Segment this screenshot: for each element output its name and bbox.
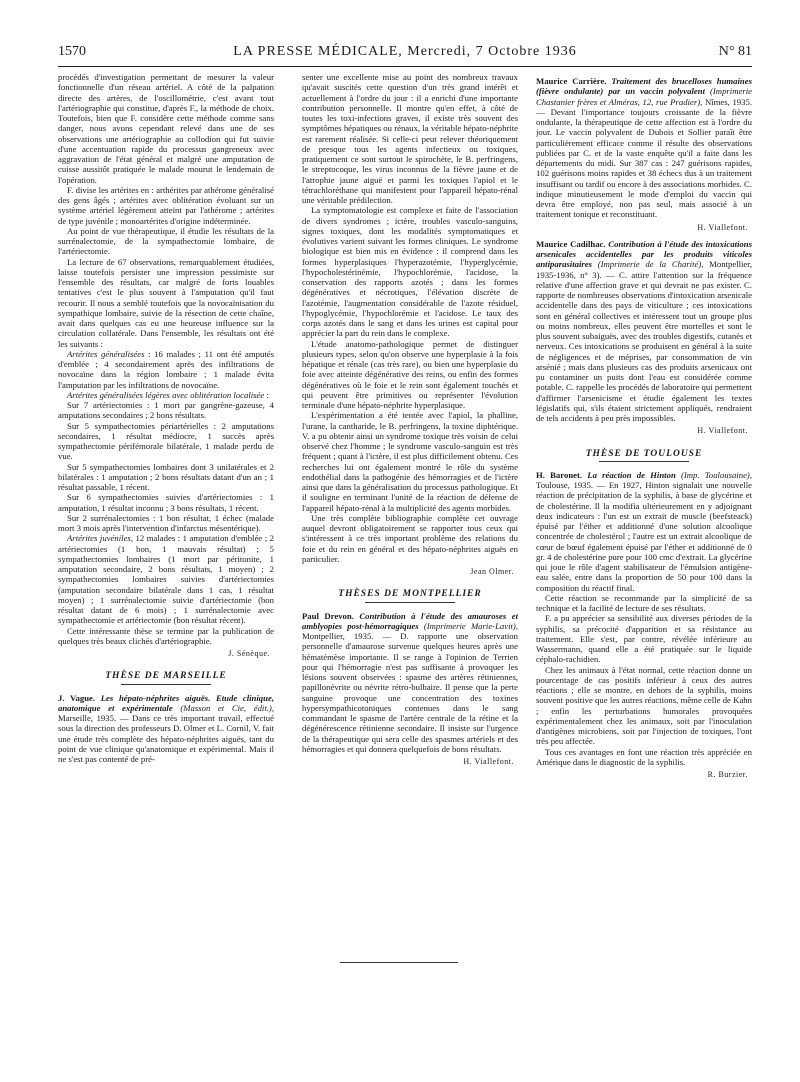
- review-body: , Montpellier, 1935-1936, n° 3). — C. attire l'attention sur la fréquence relative d'une affection grave et qui devrait ne pas exister. C. rapporte de nombreuses observations d'intoxication arsenicale accidentelle dans des pays de viticulture ; ces intoxications sont en général collectives et intéressent tout un groupe plus ou moins nombreux, elles peuvent être mortelles et sont le plus souvent subaiguës, avec des troubles digestifs, cutanés et nerveux. Ces intoxications se produisent en général à la suite de négligences et de méprises, par consommation de vin arsénié ; mais dans plusieurs cas des produits arsenicaux ont pu contaminer un puits dont l'eau est considérée comme potable. C. rappelle les procédés de laboratoire qui permettent d'affirmer l'arsenicisme et étudie également les textes législatifs qui, s'ils étaient strictement appliqués, rendraient de tels accidents à peu près impossibles.: [536, 259, 752, 423]
- section-heading: THÈSE DE TOULOUSE: [585, 448, 703, 459]
- page-number: 1570: [58, 44, 86, 59]
- paragraph: F. a pu apprécier sa sensibilité aux diverses périodes de la syphilis, sa précocité d'apparition et sa résistance au traitement. Elle s'est, par contre, révélée inférieure au Wassermann, quand elle a été pratiquée sur le liquide céphalo-rachidien.: [536, 613, 752, 665]
- paragraph: Cette réaction se recommande par la simplicité de sa technique et la facilité de lecture de ses résultats.: [536, 592, 752, 613]
- signature: J. Sénèque.: [228, 649, 270, 658]
- section-rule: [365, 602, 455, 603]
- review-body: , Toulouse, 1935. — En 1927, Hinton signalait une nouvelle réaction de précipitation de la syphilis, à base de glycérine et de cholestérine. Il la modifia ultérieurement en y adjoignant deux indicateurs : l'un est un extrait de muscle (beefsteack) épuisé par l'éther et additionné d'une solution alcoolique concentrée de cholestérol ; l'autre est un extrait alcoolique de cœur de bœuf également épuisé par l'éther et additionné de 0 gr. 4 de cholestérine pure pour 100 cmc d'extrait. La glycérine qui joue le rôle d'agent stabilisateur de l'émulsion antigène-eau salée, entre dans la proportion de 50 pour 100 dans la composition du réactif final.: [536, 469, 752, 593]
- review-title: Traitement des brucelloses humaines (fièvre ondulante) par un vaccin polyvalent: [536, 76, 752, 97]
- review-publisher: (Imprimerie Chastanier frères et Alméras, 12, rue Pradier): [536, 86, 752, 107]
- paragraph: procédés d'investigation permettant de mesurer la valeur fonctionnelle d'un réseau artériel. A côté de la palpation directe des artères, de l'oscillométrie, c'est avant tout l'artériographie qui constitue, d'après F., la méthode de choix. Toutefois, bien que F. considère cette méthode comme sans danger, nous avons cependant relevé dans une de ses observations une artériographie au collodion qui fut suivie d'une accentuation rapide du processus gangreneux avec aggravation de l'état général et malgré une amputation de cuisse aussitôt pratiquée le malade mourut le lendemain de l'opération.: [58, 72, 274, 185]
- column-middle: [302, 72, 518, 1062]
- review-title: Contribution à l'étude des amauroses et amblyopies post-hémorragiques: [302, 610, 518, 631]
- review-body: , Montpellier, 1935. — D. rapporte une observation personnelle d'amaurose survenue quelques heures après une hématémèse importante. Il se range à l'opinion de Terrien pour qui l'hémorragie n'est pas suffisante à provoquer les lésions souvent observées : spasme des artères rétiniennes, papillonévrite ou névrite rétro-bulbaire. Il pense que la perte sanguine provoque une concentration des toxines hypersympathicotoniques contenues dans le sang commandant le spasme de l'artère centrale de la rétine et la dégénérescence rétinienne secondaire. Il insiste sur l'urgence de la thérapeutique qui sera celle des spasmes artériels et des hémorragies et qui donnera quelquefois de bons résultats.: [302, 620, 518, 754]
- paragraph: senter une excellente mise au point des nombreux travaux qu'avait suscités cette question d'un très grand intérêt et actuellement à l'ordre du jour : il a enrichi d'une importante contribution personnelle. Il montre qu'en effet, à côté de toutes les toxi-infections graves, il existe très souvent des symptômes hépatiques ou rénaux, la véritable hépato-néphrite est rarement réalisée. Si celle-ci peut relever théoriquement de presque tous les agents infectieux ou toxiques, pratiquement ce sont surtout le spirochète, le B. perfringens, le streptocoque, les virus inconnus de la fièvre jaune et de l'atrophie jaune aiguë et parmi les toxiques l'apiol et le tétrachloréthane qui manifestent pour l'appareil hépato-rénal une véritable prédilection.: [302, 72, 518, 205]
- italic-label: Artérites juvéniles: [67, 533, 131, 544]
- paragraph: Sur 5 sympathectomies lombaires dont 3 unilatérales et 2 bilatérales : 1 amputation ; 2 bons résultats datant d'un an ; 1 résultat passable, 1 récent.: [58, 461, 274, 492]
- review-publisher: (Imp. Toulousaine): [675, 469, 750, 480]
- paragraph: L'étude anatomo-pathologique permet de distinguer plusieurs types, selon qu'on observe une hyperplasie à la fois hépatique et rénale (cas très rare), ou bien une hyperplasie du foie avec atteinte dégénérative des reins, ou enfin des formes dégénératives où le foie et le rein sont également touchés et qui peuvent être primitives ou représenter l'évolution terminale d'une hépato-néphrite hyperplasique.: [302, 338, 518, 410]
- review-entry: [536, 239, 752, 424]
- running-header: [58, 44, 752, 67]
- column-right: [536, 72, 752, 1062]
- issue-number: N° 81: [718, 44, 752, 59]
- paragraph: La symptomatologie est complexe et faite de l'association de divers syndromes ; ictère, troubles vasculo-sanguins, signes toxiques, dont les modalités symptomatiques et évolutives varient suivant les formes cliniques. Le syndrome biologique est bien mis en évidence : il comprend dans les formes hyperplasiques l'hyperazotémie, l'hyperglycémie, l'hypocholestérinémie, l'hypochlorémie, l'acidose, la conservation des rapports azotés ; dans les formes dégénératives et nécrotiques, l'élévation discrète de l'azotémie, l'augmentation considérable de l'azote résiduel, l'hypoglycémie, l'hypochlorémie et l'acidose. Le taux des corps azotés dans le sang et dans les urines est capital pour apprécier la part du rein dans le complexe.: [302, 205, 518, 339]
- review-author: Maurice Carrière.: [536, 76, 607, 86]
- review-author: J. Vague.: [58, 692, 96, 703]
- column-left: [58, 72, 274, 1062]
- review-publisher: (Imprimerie Marie-Lavit): [418, 620, 516, 631]
- review-body: , Nîmes, 1935. — Devant l'importance toujours croissante de la fièvre ondulante, la thérapeutique de cette affection est à l'ordre du jour. Le vaccin polyvalent de Dubois et Sollier paraît être particulièrement efficace comme il résulte des observations publiées par C. et de la vaste enquête qu'il a faite dans les départements du midi. Sur 387 cas : 247 guérisons rapides, 102 guérisons moins rapides et 38 échecs dus à un traitement insuffisant ou tardif ou encore à des associations morbides. C. indique minutieusement le mode d'emploi du vaccin qui devra être employé, non pas seul, mais associé à un traitement tonique et reconstituant.: [536, 96, 752, 220]
- section-rule: [599, 461, 689, 462]
- paragraph: F. divise les artérites en : arthérites par athérome généralisé des gens âgés ; artérites avec oblitération évoluant sur un système artériel légèrement atteint par l'athérome ; artérites de type juvénile ; monoartérites d'origine indéterminée.: [58, 184, 274, 226]
- review-entry: [536, 76, 752, 220]
- review-entry: [536, 470, 752, 593]
- review-author: Maurice Cadilhac.: [536, 238, 606, 249]
- italic-label: Artérites généralisées: [67, 348, 145, 359]
- signature: Jean Olmer.: [470, 567, 514, 576]
- signature: H. Viallefont.: [697, 222, 748, 232]
- paragraph: [58, 390, 274, 400]
- paragraph: Sur 6 sympathectomies suivies d'artériectomies : 1 amputation, 1 résultat inconnu ; 3 bons résultats, 1 récent.: [58, 492, 274, 513]
- paragraph-text: , 12 malades : 1 amputation d'emblée ; 2 artériectomies (1 bon, 1 mauvais résultat) ; 5 sympathectomies lombaires (1 mort par péritonite, 1 amputation secondaire, 2 bons résultats, 1 moyen) ; 2 sympathectomies lombaires suivies d'artériectomies (amputation secondaire bilatérale dans 1 cas, 1 résultat moyen) ; 1 surrénalectomie suivie d'artériectomie (bon résultat datant de 6 mois) ; 1 surrénalectomie avec sympathectomie et artériectomie (bon résultat récent).: [58, 533, 274, 626]
- review-body: , Marseille, 1935. — Dans ce très important travail, effectué sous la direction des professeurs D. Olmer et L. Cornil, V. fait une étude très complète des hépato-néphrites aiguës, tant du point de vue clinique qu'anatomique et expérimental. Mais il ne s'est pas contenté de pré-: [58, 702, 274, 764]
- review-publisher: (Masson et Cie, édit.): [172, 702, 272, 713]
- paragraph: Chez les animaux à l'état normal, cette réaction donne un pourcentage de cas positifs inférieur à ceux des autres réactions ; elle se montre, en dehors de la syphilis, moins souvent positive que les autres réactions, même celle de Kahn ; enfin les perturbations humorales provoquées expérimentalement chez les animaux, soit par l'inoculation d'antigènes microbiens, soit par l'injection de toxiques, l'ont très peu affectée.: [536, 664, 752, 747]
- signature: H. Viallefont.: [463, 757, 514, 766]
- paragraph: Au point de vue thérapeutique, il étudie les résultats de la surrénalectomie, de la sympathectomie lombaire, de l'artériectomie.: [58, 225, 274, 257]
- paragraph: Sur 5 sympathectomies périartérielles : 2 amputations secondaires, 1 résultat médiocre, 1 succès après sympathectomie périfémorale bilatérale, 1 malade perdu de vue.: [58, 420, 274, 462]
- signature: R. Burzier.: [707, 770, 748, 779]
- review-publisher: (Imprimerie de la Charité): [592, 259, 702, 270]
- journal-title: LA PRESSE MÉDICALE, Mercredi, 7 Octobre 1936: [233, 44, 577, 59]
- paragraph: Tous ces avantages en font une réaction très appréciée en Amérique dans le diagnostic de la syphilis.: [536, 746, 752, 767]
- paragraph: [58, 533, 274, 625]
- section-heading: THÈSE DE MARSEILLE: [105, 671, 227, 682]
- paragraph: L'expérimentation a été tentée avec l'apiol, la phalline, l'urane, la cantharide, le B. perfringens, la toxine diphtérique. V. a pu obtenir ainsi un syndrome toxique très voisin de celui observé chez l'homme ; le syndrome vasculo-sanguin est très fréquent ; quant à l'ictère, il est plus difficilement obtenu. Ces recherches lui ont également montré le rôle du système endothélial dans la pathogénie des hémorragies et de l'ictère ainsi que dans la généralisation du processus pathologique. Et il souligne en terminant l'unité de la réaction de défense de l'appareil hépato-rénal à la multiplicité des agents morbides.: [302, 410, 518, 513]
- paragraph: [58, 349, 274, 390]
- end-rule: [340, 962, 458, 963]
- review-entry: [302, 611, 518, 755]
- paragraph: Cette intéressante thèse se termine par la publication de quelques très beaux clichés d'artériographie.: [58, 625, 274, 646]
- review-title: La réaction de Hinton: [582, 469, 676, 480]
- italic-label: Artérites généralisées légères avec oblitération localisée: [67, 389, 265, 400]
- review-title: Les hépato-néphrites aiguës. Etude clinique, anatomique et expérimentale: [58, 692, 274, 713]
- signature: H. Viallefont.: [697, 426, 748, 436]
- section-heading: THÈSES DE MONTPELLIER: [338, 589, 482, 600]
- paragraph: Une très complète bibliographie complète cet ouvrage auquel devront obligatoirement se rapporter tous ceux qui s'intéressent à ce très important problème des relations du foie et du rein en général et des hépato-néphrites aiguës en particulier.: [302, 512, 518, 564]
- review-entry: [58, 693, 274, 765]
- review-author: H. Baronet.: [536, 469, 583, 480]
- paragraph-text: :: [264, 389, 269, 400]
- section-rule: [121, 684, 211, 685]
- paragraph: Sur 2 surrénalectomies : 1 bon résultat, 1 échec (malade mort 3 mois après l'intervention d'infarctus mésentérique).: [58, 512, 274, 533]
- paragraph: La lecture de 67 observations, remarquablement étudiées, laisse toutefois persister une impression pessimiste sur l'ensemble des résultats, car malgré de forts louables tentatives c'est le plus souvent à l'amputation qu'il faut recourir. Il nous a semblé toutefois que la novocaïnisation du sympathique lombaire, suivie de la résection de cette chaîne, avait dans quelques cas eu une heureuse influence sur la circulation collatérale. Dans l'ensemble, les résultats ont été les suivants :: [58, 256, 274, 349]
- paragraph-text: : 16 malades ; 11 ont été amputés d'emblée ; 4 secondairement après des infiltrations de novocaïne dans la région lombaire ; 1 malade évita l'amputation par les infiltrations de novocaïne.: [58, 348, 274, 390]
- paragraph: Sur 7 artériectomies : 1 mort par gangrène-gazeuse, 4 amputations secondaires ; 2 bons résultats.: [58, 400, 274, 421]
- review-title: Contribution à l'étude des intoxications arsenicales accidentelles par les produits viticoles antiparasitaires: [536, 238, 752, 270]
- review-author: Paul Drevon.: [302, 610, 354, 621]
